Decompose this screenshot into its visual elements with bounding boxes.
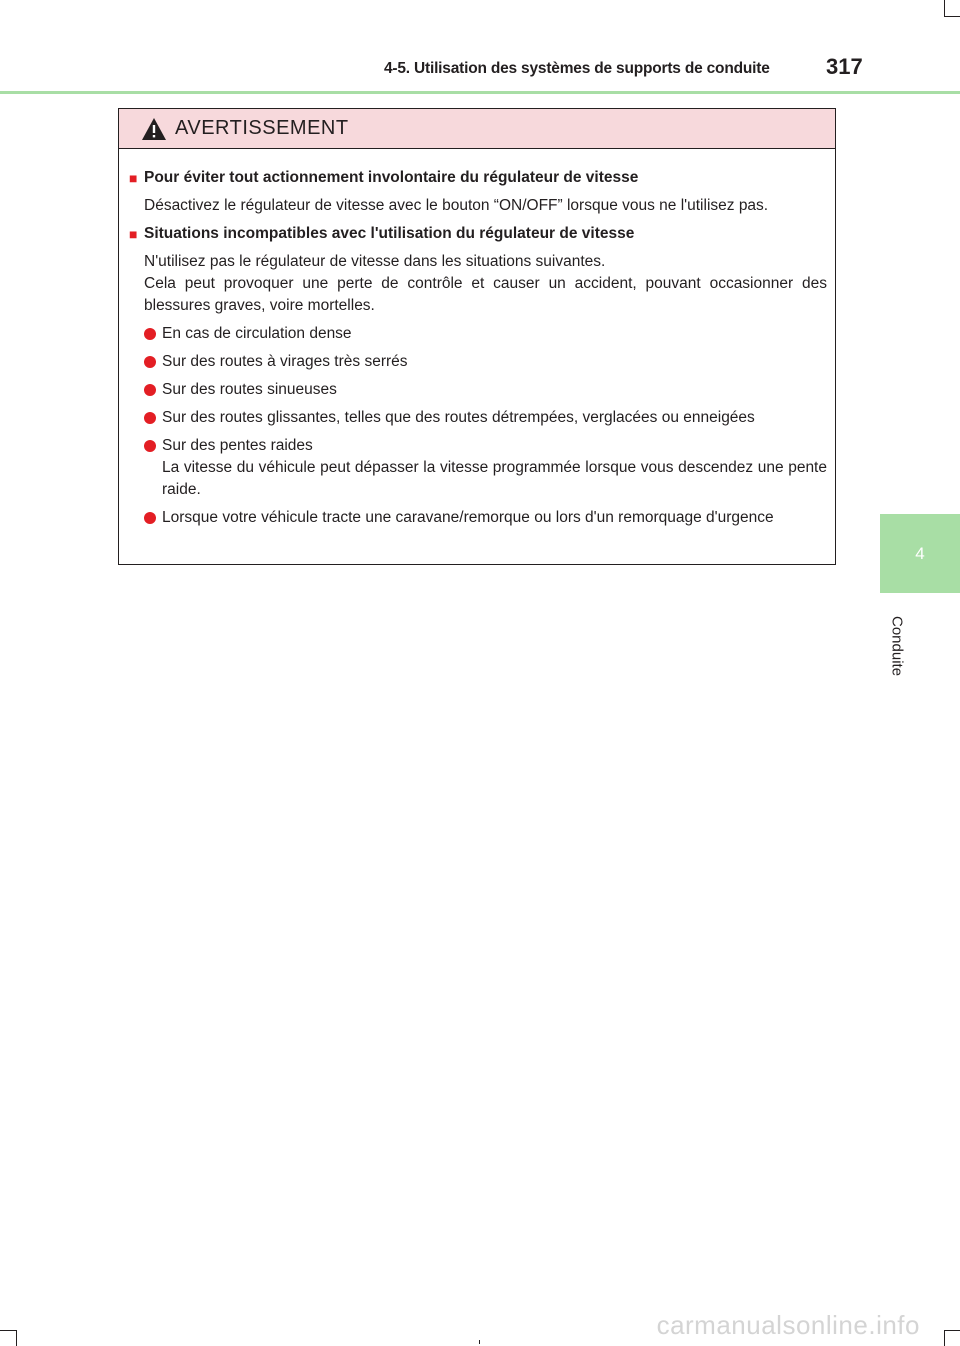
red-square-icon: ■ (129, 170, 138, 186)
list-item-text: Sur des routes glissantes, telles que des routes détrempées, verglacées ou enneigées (162, 409, 755, 426)
bullet-dot-icon (144, 384, 156, 396)
list-item-text: Sur des pentes raides (162, 437, 313, 454)
bullet-dot-icon (144, 512, 156, 524)
list-item (129, 407, 827, 429)
list-item-text: Sur des routes à virages très serrés (162, 353, 408, 370)
list-item-text: En cas de circulation dense (162, 325, 352, 342)
warning-title: AVERTISSEMENT (175, 117, 349, 139)
crop-mark (479, 1340, 480, 1344)
section-heading (129, 223, 827, 245)
list-item (129, 351, 827, 373)
paragraph-text: Cela peut provoquer une perte de contrôle et causer un accident, pouvant occasionner des blessures graves, voire mortelles. (144, 275, 827, 314)
section-heading (129, 167, 827, 189)
crop-mark (944, 1330, 945, 1346)
list-item-text: Sur des routes sinueuses (162, 381, 337, 398)
list-item-text: Lorsque votre véhicule tracte une caravane/remorque ou lors d'un remorquage d'urgence (162, 509, 774, 526)
bullet-dot-icon (144, 412, 156, 424)
paragraph (129, 195, 827, 217)
page-number: 317 (826, 54, 863, 79)
section-heading-text: Pour éviter tout actionnement involontaire du régulateur de vitesse (144, 169, 639, 186)
list-item-text: La vitesse du véhicule peut dépasser la vitesse programmée lorsque vous descendez une pente raide. (162, 459, 827, 498)
warning-body (119, 149, 835, 529)
crop-mark (944, 16, 960, 17)
section-heading-text: Situations incompatibles avec l'utilisation du régulateur de vitesse (144, 225, 635, 242)
paragraph-text: Désactivez le régulateur de vitesse avec le bouton “ON/OFF” lorsque vous ne l'utilisez pas. (144, 197, 769, 214)
crop-mark (16, 1330, 17, 1346)
chapter-label-container (877, 606, 917, 686)
list-item (129, 323, 827, 345)
crop-mark (944, 1330, 960, 1331)
crop-mark (944, 0, 945, 16)
list-item (129, 379, 827, 401)
chapter-number: 4 (915, 543, 925, 563)
list-item (129, 435, 827, 501)
section-title: 4-5. Utilisation des systèmes de supports de conduite (384, 60, 770, 77)
crop-mark (0, 1330, 16, 1331)
header-rule (0, 91, 960, 94)
bullet-dot-icon (144, 356, 156, 368)
warning-box (118, 108, 836, 565)
red-square-icon: ■ (129, 226, 138, 242)
chapter-tab[interactable] (880, 514, 960, 593)
bullet-dot-icon (144, 440, 156, 452)
warning-header (119, 109, 835, 149)
paragraph (129, 251, 827, 317)
watermark: carmanualsonline.info (656, 1310, 920, 1340)
list-item (129, 507, 827, 529)
chapter-label: Conduite (888, 615, 906, 677)
bullet-dot-icon (144, 328, 156, 340)
warning-triangle-icon (141, 117, 167, 141)
paragraph-text: N'utilisez pas le régulateur de vitesse dans les situations suivantes. (144, 253, 606, 270)
